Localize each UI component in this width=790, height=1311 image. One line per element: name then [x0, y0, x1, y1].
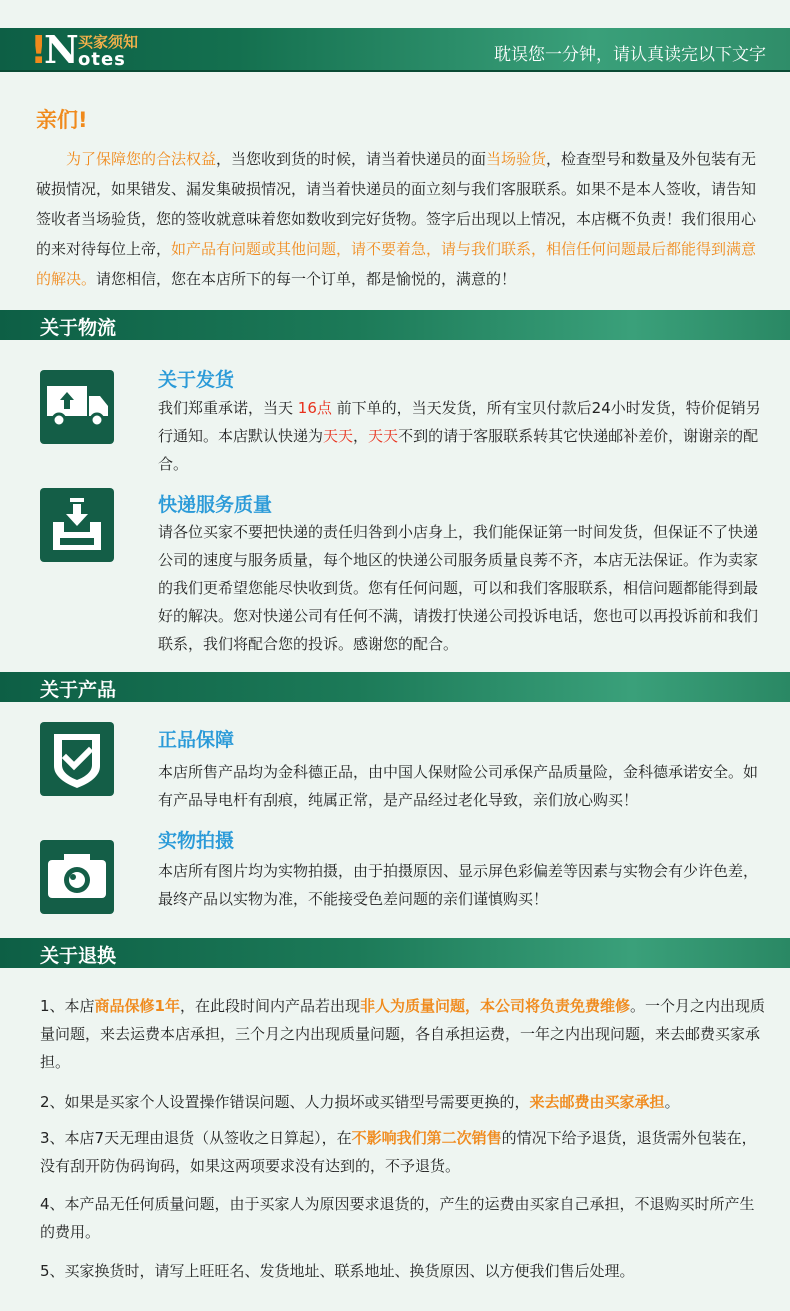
- shipping-comma: ，: [353, 427, 369, 445]
- intro-paragraph: [36, 144, 766, 294]
- returns-1-text-c: ，在此段时间内产品若出现: [180, 997, 361, 1015]
- intro-text-2: ，检查型号和数量及外包装有无破损情况，如果错发、漏发集破损情况，请当着快递员的面立刻与我们客服联系。如果不是本人签收，请告知签收者当场验货，您的签收就意味着您如数收到完好货物。签字后出现以上情况，本店概不负责！我们很用心的来对待每位上帝，: [36, 150, 757, 258]
- section-title: 关于产品: [40, 679, 117, 701]
- camera-icon: [40, 840, 114, 914]
- intro-text-3: 请您相信，您在本店所下的每一个订单，都是愉悦的，满意的！: [96, 270, 517, 288]
- notes-header: [0, 28, 790, 72]
- section-title: 关于物流: [40, 317, 117, 339]
- truck-icon: [40, 370, 114, 444]
- intro-highlight-rights: 为了保障您的合法权益: [66, 150, 217, 168]
- returns-item-4: 4、本产品无任何质量问题，由于买家人为原因要求退货的，产生的运费由买家自己承担，不退购买时所产生的费用。: [40, 1195, 755, 1241]
- returns-item-1: [40, 992, 766, 1076]
- shipping-text-2: 前下单的，当天发货，所有宝贝付款后24小时发货，特价促销另行通知。本店默认快递为: [158, 399, 761, 445]
- returns-3-text-a: 3、本店7天无理由退货（从签收之日算起），在: [40, 1129, 352, 1147]
- returns-item-3: [40, 1124, 766, 1180]
- courier-name-1: 天天: [323, 427, 354, 445]
- section-logistics: [0, 310, 790, 340]
- returns-1-text-e: 。一个月之内出现质量问题，来去运费本店承担，三个月之内出现质量问题，各自承担运费，一年之内出现问题，来去邮费买家承担。: [40, 997, 766, 1071]
- section-product: [0, 672, 790, 702]
- shipping-title: 关于发货: [158, 369, 235, 391]
- shield-check-icon: [40, 722, 114, 796]
- returns-2-text-c: 。: [664, 1093, 680, 1111]
- shipping-deadline: 16点: [297, 399, 332, 417]
- intro-text-1: ，当您收到货的时候，请当着快递员的面: [216, 150, 487, 168]
- exclamation-icon: !: [30, 28, 48, 72]
- returns-item-5: 5、买家换货时，请写上旺旺名、发货地址、联系地址、换货原因、以方便我们售后处理。: [40, 1262, 635, 1280]
- section-title: 关于退换: [40, 945, 117, 967]
- returns-3-text-c: 的情况下给予退货，退货需外包装在，没有刮开防伪码询码，如果这两项要求没有达到的，不予退货。: [40, 1129, 757, 1175]
- shipping-text: [158, 394, 768, 478]
- warranty-highlight: 商品保修1年: [94, 997, 180, 1015]
- photos-title: 实物拍摄: [158, 830, 235, 852]
- buyer-pays-highlight: 来去邮费由买家承担: [529, 1093, 665, 1111]
- shipping-text-3: 不到的请于客服联系转其它快递邮补差价，谢谢亲的配合。: [158, 427, 759, 473]
- logo-title: 买家须知: [78, 33, 139, 51]
- intro-highlight-contact: 如产品有问题或其他问题，请不要着急，请与我们联系，相信任何问题最后都能得到满意的解决。: [36, 240, 757, 288]
- download-tray-icon: [40, 488, 114, 562]
- resale-highlight: 不影响我们第二次销售: [351, 1129, 502, 1147]
- section-returns: [0, 938, 790, 968]
- courier-text: 请各位买家不要把快递的责任归咎到小店身上，我们能保证第一时间发货，但保证不了快递公司的速度与服务质量，每个地区的快递公司服务质量良莠不齐，本店无法保证。作为卖家的我们更希望您能尽快收到货。您有任何问题，可以和我们客服联系，相信问题都能得到最好的解决。您对快递公司有任何不满，请拨打快递公司投诉电话，您也可以再投诉前和我们联系，我们将配合您的投诉。感谢您的配合。: [158, 523, 759, 653]
- genuine-title: 正品保障: [158, 729, 235, 751]
- returns-item-2: [40, 1088, 766, 1116]
- genuine-text: 本店所售产品均为金科德正品，由中国人保财险公司承保产品质量险，金科德承诺安全。如有产品导电杆有刮痕，纯属正常，是产品经过老化导致，亲们放心购买！: [158, 763, 759, 809]
- logo-letter: N: [44, 27, 79, 72]
- intro-highlight-inspect: 当场验货: [486, 150, 547, 168]
- returns-1-text-a: 1、本店: [40, 997, 95, 1015]
- greeting: 亲们!: [36, 108, 88, 132]
- courier-title: 快递服务质量: [158, 494, 273, 516]
- photos-text: 本店所有图片均为实物拍摄，由于拍摄原因、显示屏色彩偏差等因素与实物会有少许色差，最终产品以实物为准，不能接受色差问题的亲们谨慎购买！: [158, 862, 759, 908]
- shipping-text-1: 我们郑重承诺，当天: [158, 399, 298, 417]
- header-slogan: 耽误您一分钟，请认真读完以下文字: [494, 45, 766, 65]
- courier-name-2: 天天: [368, 427, 399, 445]
- logo-subtitle: otes: [78, 49, 126, 70]
- returns-2-text-a: 2、如果是买家个人设置操作错误问题、人力损坏或买错型号需要更换的，: [40, 1093, 530, 1111]
- free-repair-highlight: 非人为质量问题，本公司将负责免费维修: [360, 997, 631, 1015]
